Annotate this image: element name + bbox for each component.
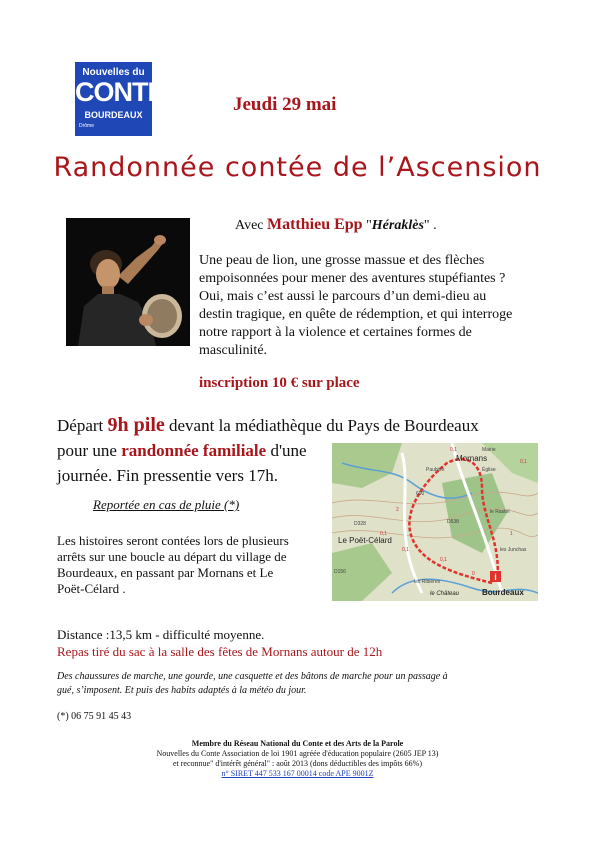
equipment-note xyxy=(57,670,547,698)
map-label-ribieres: les Ribières xyxy=(414,579,441,585)
footer xyxy=(0,739,595,779)
route-map-graphic xyxy=(332,443,538,601)
map-distance-label: 0,1 xyxy=(380,531,387,537)
nouvelles-du-conte-logo xyxy=(75,62,165,136)
stories-paragraph xyxy=(57,533,332,597)
map-label-d538: D538 xyxy=(447,519,459,525)
map-label-mornans: Mornans xyxy=(456,454,488,463)
map-distance-label: 0 xyxy=(472,571,475,577)
map-distance-label: 0,1 xyxy=(402,547,409,553)
description-line: Oui, mais c’est aussi le parcours d’un demi-dieu au xyxy=(199,289,487,304)
map-label-d156: D156 xyxy=(334,569,346,575)
logo-line-1: Nouvelles du xyxy=(82,67,145,78)
map-label-690: 690 xyxy=(416,491,425,497)
equipment-line: Des chaussures de marche, une gourde, une casquette et des bâtons de marche pour un passage à xyxy=(57,671,448,682)
performer-line xyxy=(235,216,437,234)
storyteller-photo-graphic xyxy=(66,218,190,346)
footer-line-3: et reconnue" d'intérêt général" : août 2013 (dons déductibles des impôts 66%) xyxy=(172,759,422,768)
event-date: Jeudi 29 mai xyxy=(233,94,337,115)
phone-number: (*) 06 75 91 45 43 xyxy=(57,711,132,722)
footer-line-2: Nouvelles du Conte Association de loi 1901 agréée d'éducation populaire (2605 JEP 13) xyxy=(156,749,439,758)
map-distance-label: 0,1 xyxy=(450,447,457,453)
map-label-poet-celard: Le Poët-Célard xyxy=(338,536,392,545)
map-label-d328: D328 xyxy=(354,521,366,527)
show-title: Héraklès xyxy=(371,218,424,233)
stories-line: Poët-Célard . xyxy=(57,581,126,596)
storyteller-photo xyxy=(66,218,190,346)
svg-text:i: i xyxy=(494,572,497,582)
description-line: empoisonnées pour mener des aventures stupéfiantes ? xyxy=(199,271,506,286)
inscription-price: inscription 10 € sur place xyxy=(199,375,360,391)
departure-line-2a: pour une xyxy=(57,441,122,460)
route-map xyxy=(332,443,538,601)
map-label-junchas: les Junchas xyxy=(500,547,527,553)
map-label-bourdeaux: Bourdeaux xyxy=(482,588,524,597)
description-line: Une peau de lion, une grosse massue et des flèches xyxy=(199,253,485,268)
rain-postponement-note: Reportée en cas de pluie (*) xyxy=(93,497,240,512)
quote-close: " . xyxy=(423,218,437,233)
description-line: destin tragique, en quête de rédemption, et qui interroge xyxy=(199,307,513,322)
map-label-rastel: le Rastel xyxy=(490,509,510,515)
description-line: notre rapport à la violence et certaines formes de xyxy=(199,325,472,340)
stories-line: Les histoires seront contées lors de plusieurs xyxy=(57,533,289,548)
hike-type: randonnée familiale xyxy=(121,441,267,460)
map-label-eglise: Église xyxy=(482,467,496,473)
quote-open: " xyxy=(362,218,372,233)
description-line: masculinité. xyxy=(199,343,268,358)
departure-time: 9h pile xyxy=(107,414,165,436)
logo-line-4: Drôme xyxy=(79,123,95,129)
performer-name: Matthieu Epp xyxy=(267,216,363,233)
departure-line-1 xyxy=(57,413,479,438)
stories-line: Bourdeaux, en passant par Mornans et Le xyxy=(57,565,274,580)
footer-siret-link[interactable]: n° SIRET 447 533 167 00014 code APE 9001Z xyxy=(221,769,374,778)
map-label-mairie: Mairie xyxy=(482,447,496,453)
departure-line-2c: d'une xyxy=(266,441,307,460)
lunch-info: Repas tiré du sac à la salle des fêtes de Mornans autour de 12h xyxy=(57,644,383,659)
map-distance-label: 0,1 xyxy=(520,459,527,465)
map-distance-label: 1 xyxy=(510,531,513,537)
map-label-paubion: Paubion xyxy=(426,467,445,473)
page-title: Randonnée contée de l’Ascension xyxy=(53,152,542,183)
performer-prefix: Avec xyxy=(235,218,267,233)
map-label-chateau: le Château xyxy=(430,591,460,597)
footer-line-1: Membre du Réseau National du Conte et des Arts de la Parole xyxy=(191,739,404,748)
map-distance-label: 0,1 xyxy=(440,557,447,563)
departure-location: devant la médiathèque du Pays de Bourdeaux xyxy=(164,416,479,435)
equipment-line: gué, s’imposent. Et puis des habits adaptés à la météo du jour. xyxy=(57,685,307,696)
show-description xyxy=(199,252,579,360)
departure-prefix: Départ xyxy=(57,416,108,435)
map-distance-label: 2 xyxy=(396,507,399,513)
departure-line-3: journée. Fin pressentie vers 17h. xyxy=(57,466,278,485)
logo-line-2: CONTE xyxy=(75,77,165,107)
logo-line-3: BOURDEAUX xyxy=(84,110,143,120)
distance-info: Distance :13,5 km - difficulté moyenne. xyxy=(57,627,265,642)
stories-line: arrêts sur une boucle au départ du village de xyxy=(57,549,287,564)
